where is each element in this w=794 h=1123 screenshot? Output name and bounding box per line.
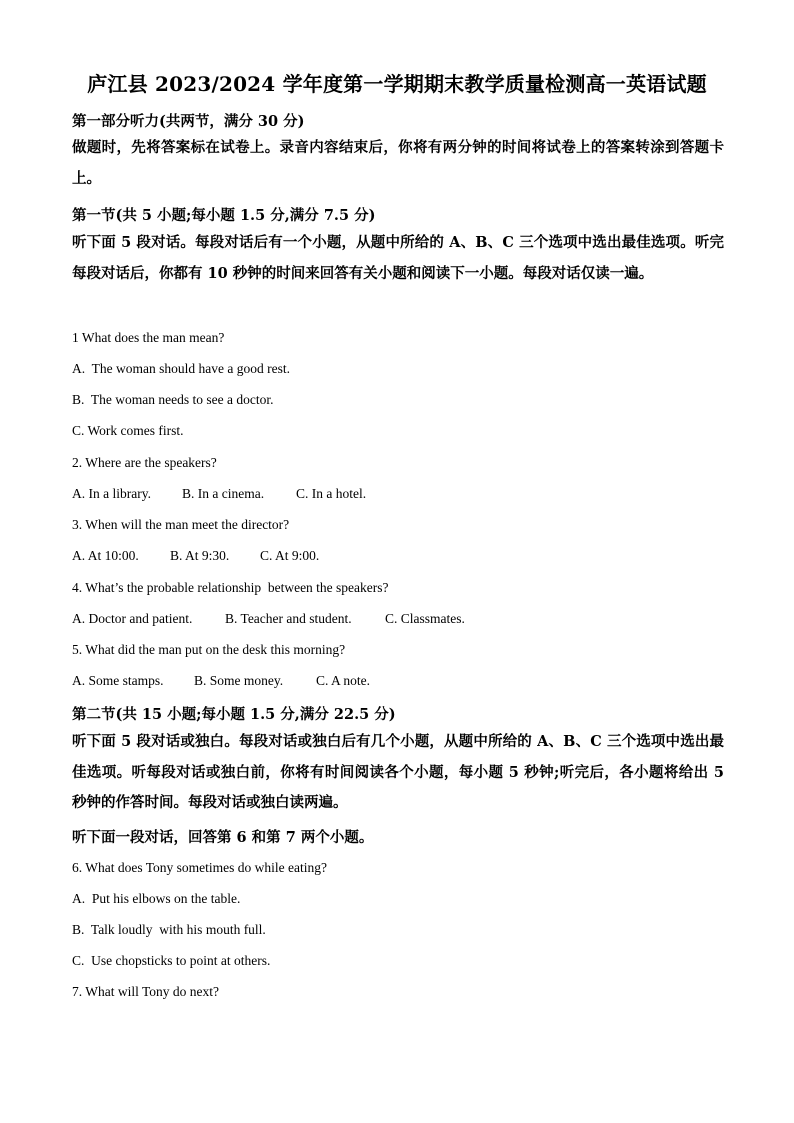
question-1-option-c: C. Work comes first. xyxy=(72,423,184,438)
question-1: 1 What does the man mean? xyxy=(72,330,225,345)
question-2: 2. Where are the speakers? xyxy=(72,455,217,470)
page-title: 庐江县 2023/2024 学年度第一学期期末教学质量检测高一英语试题 xyxy=(87,72,707,96)
question-3-option-c: C. At 9:00. xyxy=(260,548,320,563)
question-5-options xyxy=(72,673,370,689)
part1-intro: 做题时，先将答案标在试卷上。录音内容结束后，你将有两分钟的时间将试卷上的答案转涂到答题卡上。 xyxy=(72,139,724,187)
question-6-option-a: A. Put his elbows on the table. xyxy=(72,891,241,906)
question-6: 6. What does Tony sometimes do while eating? xyxy=(72,860,328,875)
question-4-option-c: C. Classmates. xyxy=(385,611,465,626)
question-6-option-b: B. Talk loudly with his mouth full. xyxy=(72,922,266,937)
part1-heading: 第一部分听力(共两节，满分 30 分) xyxy=(72,113,305,130)
question-5-option-a: A. Some stamps. xyxy=(72,673,164,688)
section2-instruction: 听下面一段对话，回答第 6 和第 7 两个小题。 xyxy=(72,829,374,846)
question-2-option-c: C. In a hotel. xyxy=(296,486,367,501)
section2-intro: 听下面 5 段对话或独白。每段对话或独白后有几个小题，从题中所给的 A、B、C 三个选项中选出最佳选项。听每段对话或独白前，你将有时间阅读各个小题，每小题 5 秒钟;听完后，各小题将给出 5 秒钟的作答时间。每段对话或独白读两遍。 xyxy=(72,733,724,811)
question-6-option-c: C. Use chopsticks to point at others. xyxy=(72,953,271,968)
question-5-option-c: C. A note. xyxy=(316,673,371,688)
question-4-options xyxy=(72,611,465,627)
question-4-option-b: B. Teacher and student. xyxy=(225,611,352,626)
question-4: 4. What’s the probable relationship between the speakers? xyxy=(72,580,389,595)
question-5-option-b: B. Some money. xyxy=(194,673,284,688)
section1-heading: 第一节(共 5 小题;每小题 1.5 分,满分 7.5 分) xyxy=(72,207,376,224)
section1-intro: 听下面 5 段对话。每段对话后有一个小题，从题中所给的 A、B、C 三个选项中选出最佳选项。听完每段对话后，你都有 10 秒钟的时间来回答有关小题和阅读下一小题。每段对话仅读一遍。 xyxy=(72,234,724,282)
question-1-option-a: A. The woman should have a good rest. xyxy=(72,361,290,376)
question-1-option-b: B. The woman needs to see a doctor. xyxy=(72,392,274,407)
question-3-options xyxy=(72,548,319,564)
question-4-option-a: A. Doctor and patient. xyxy=(72,611,193,626)
question-3-option-a: A. At 10:00. xyxy=(72,548,139,563)
question-3: 3. When will the man meet the director? xyxy=(72,517,290,532)
question-7: 7. What will Tony do next? xyxy=(72,984,220,999)
question-2-options xyxy=(72,486,366,502)
question-2-option-a: A. In a library. xyxy=(72,486,151,501)
question-5: 5. What did the man put on the desk this morning? xyxy=(72,642,346,657)
question-2-option-b: B. In a cinema. xyxy=(182,486,265,501)
section2-heading: 第二节(共 15 小题;每小题 1.5 分,满分 22.5 分) xyxy=(72,706,396,723)
question-3-option-b: B. At 9:30. xyxy=(170,548,230,563)
